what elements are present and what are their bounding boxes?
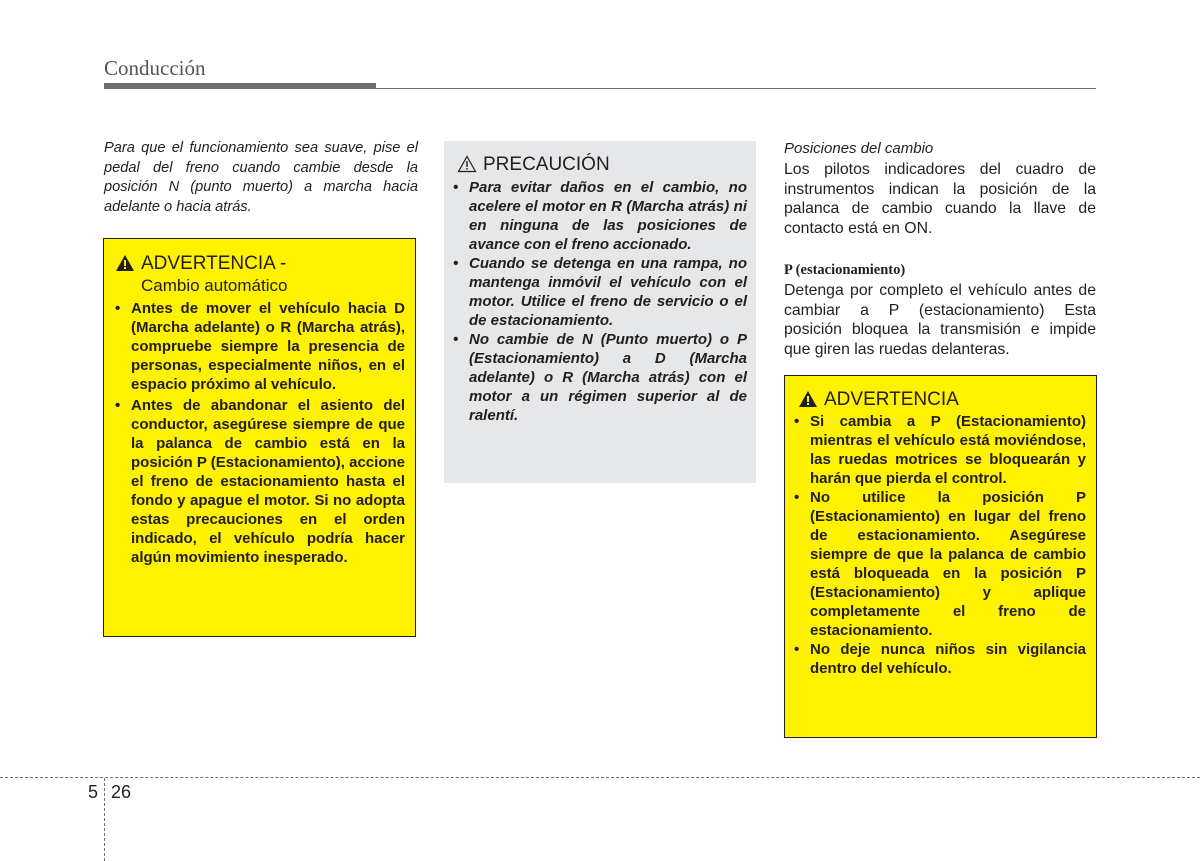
header-rule-thick bbox=[104, 83, 376, 89]
list-item: • Si cambia a P (Estacionamiento) mientras el vehículo está moviéndose, las ruedas motrices se bloquearán y harán que pierda el control. bbox=[794, 412, 1086, 488]
warning-box-park bbox=[784, 375, 1097, 738]
intro-paragraph: Para que el funcionamiento sea suave, pise el pedal del freno cuando cambie desde la posición N (punto muerto) a marcha hacia adelante o hacia atrás. bbox=[104, 140, 418, 215]
caution-box bbox=[444, 141, 756, 483]
warning-box-header bbox=[115, 252, 405, 297]
page-header-title: Conducción bbox=[104, 56, 206, 80]
caution-box-header bbox=[453, 153, 747, 176]
caution-triangle-icon bbox=[457, 155, 477, 173]
list-item: • No deje nunca niños sin vigilancia dentro del vehículo. bbox=[794, 640, 1086, 678]
list-item: • No utilice la posición P (Estacionamiento) en lugar del freno de estacionamiento. Asegúrese siempre de que la palanca de cambio está bloqueada en la posición P (Estacionamiento) y aplique completamente el freno de estacionamiento. bbox=[794, 488, 1086, 640]
chapter-number: 5 bbox=[88, 782, 99, 802]
warning-title: ADVERTENCIA bbox=[824, 389, 959, 410]
page-number: 26 bbox=[111, 782, 132, 802]
warning-box-automatic bbox=[103, 238, 416, 637]
list-item: • Para evitar daños en el cambio, no acelere el motor en R (Marcha atrás) ni en ninguna de las posiciones de avance con el freno accionado. bbox=[453, 178, 747, 254]
footer-rule bbox=[0, 777, 1200, 778]
warning-list bbox=[115, 299, 405, 567]
warning-box-header bbox=[794, 388, 1086, 411]
list-item: • Antes de mover el vehículo hacia D (Marcha adelante) o R (Marcha atrás), compruebe siempre la presencia de personas, especialmente niños, en el espacio próximo al vehículo. bbox=[115, 299, 405, 394]
park-subheading: P (estacionamiento) bbox=[784, 262, 906, 278]
park-paragraph: Detenga por completo el vehículo antes de cambiar a P (estacionamiento) Esta posición bloquea la transmisión e impide que giren las ruedas delanteras. bbox=[784, 282, 1096, 358]
list-item: • Cuando se detenga en una rampa, no mantenga inmóvil el vehículo con el motor. Utilice el freno de servicio o el de estacionamiento. bbox=[453, 254, 747, 330]
warning-title: ADVERTENCIA - bbox=[141, 253, 287, 274]
caution-list bbox=[453, 178, 747, 425]
warning-list bbox=[794, 412, 1086, 678]
section-paragraph: Los pilotos indicadores del cuadro de instrumentos indican la posición de la palanca de cambio cuando la llave de contacto está en ON. bbox=[784, 161, 1096, 237]
warning-triangle-icon bbox=[115, 254, 135, 272]
caution-title: PRECAUCIÓN bbox=[483, 154, 610, 175]
footer-divider bbox=[104, 778, 105, 861]
warning-subtitle: Cambio automático bbox=[141, 276, 288, 295]
list-item: • No cambie de N (Punto muerto) o P (Estacionamiento) a D (Marcha adelante) o R (Marcha atrás) con el motor a un régimen superior al de ralentí. bbox=[453, 330, 747, 425]
section-heading: Posiciones del cambio bbox=[784, 140, 934, 157]
header-rule-thin bbox=[376, 88, 1096, 89]
warning-triangle-icon bbox=[798, 390, 818, 408]
list-item: • Antes de abandonar el asiento del conductor, asegúrese siempre de que la palanca de cambio está en la posición P (Estacionamiento), accione el freno de estacionamiento hasta el fondo y apague el motor. Si no adopta estas precauciones en el orden indicado, el vehículo podría hacer algún movimiento inesperado. bbox=[115, 396, 405, 567]
